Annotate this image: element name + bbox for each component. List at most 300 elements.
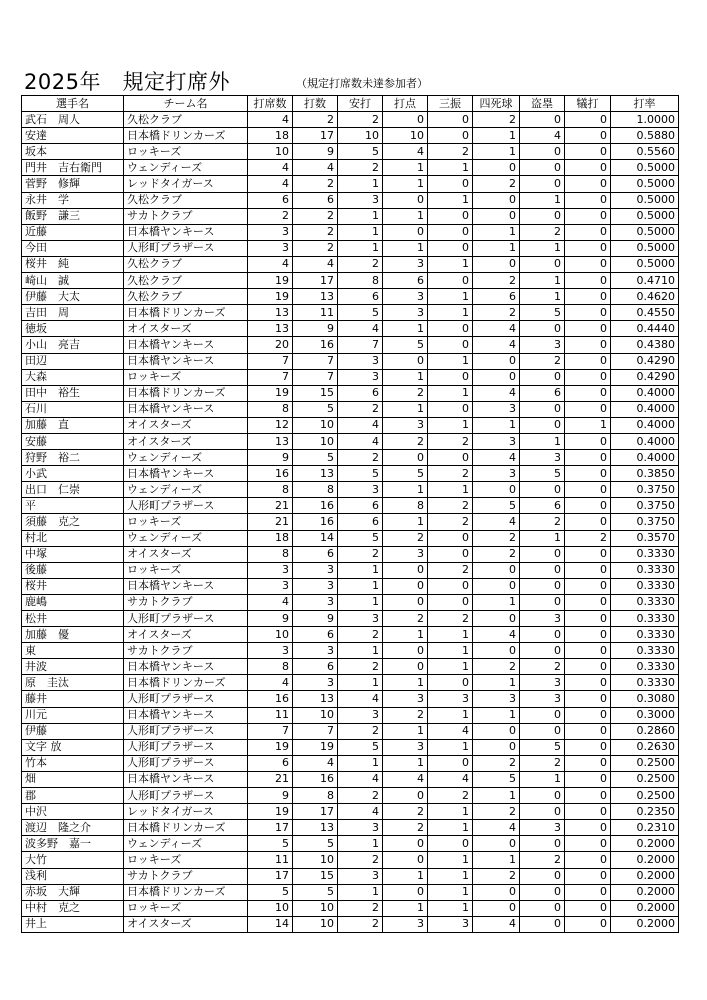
stat-cell: 2: [248, 208, 293, 224]
team-name-cell: サカトクラブ: [124, 594, 248, 610]
stat-cell: 6: [520, 385, 565, 401]
table-row: [22, 771, 679, 787]
player-name-cell: 東: [22, 643, 124, 659]
stat-cell: 0.2000: [611, 852, 679, 868]
team-name-cell: レッドタイガース: [124, 176, 248, 192]
column-header: 打率: [611, 96, 679, 112]
table-header-row: [22, 96, 679, 112]
stat-cell: 1: [428, 289, 473, 305]
team-name-cell: ロッキーズ: [124, 562, 248, 578]
table-row: [22, 305, 679, 321]
stat-cell: 0: [520, 578, 565, 594]
stat-cell: 0: [565, 240, 611, 256]
stat-cell: 0: [565, 192, 611, 208]
stat-cell: 5: [293, 884, 338, 900]
stat-cell: 5: [473, 498, 520, 514]
stat-cell: 19: [248, 273, 293, 289]
table-row: [22, 514, 679, 530]
stat-cell: 8: [293, 788, 338, 804]
player-name-cell: 加藤 直: [22, 417, 124, 433]
stat-cell: 0: [565, 884, 611, 900]
stat-cell: 5: [293, 450, 338, 466]
stat-cell: 9: [293, 144, 338, 160]
team-name-cell: ウェンディーズ: [124, 482, 248, 498]
player-name-cell: 今田: [22, 240, 124, 256]
player-name-cell: 川元: [22, 707, 124, 723]
column-header: 四死球: [473, 96, 520, 112]
stat-cell: 0: [473, 160, 520, 176]
stat-cell: 0: [565, 353, 611, 369]
table-row: [22, 562, 679, 578]
stat-cell: 0: [473, 192, 520, 208]
stat-cell: 0: [565, 643, 611, 659]
team-name-cell: 人形町プラザース: [124, 498, 248, 514]
stat-cell: 0: [383, 852, 428, 868]
player-name-cell: 小武: [22, 466, 124, 482]
stat-cell: 0.3330: [611, 562, 679, 578]
stat-cell: 3: [293, 562, 338, 578]
stat-cell: 1: [473, 417, 520, 433]
stat-cell: 2: [383, 530, 428, 546]
stat-cell: 5: [338, 305, 383, 321]
stat-cell: 0: [473, 562, 520, 578]
stat-cell: 8: [383, 498, 428, 514]
stat-cell: 0.2000: [611, 884, 679, 900]
team-name-cell: 日本橋ヤンキース: [124, 707, 248, 723]
stat-cell: 2: [338, 627, 383, 643]
stat-cell: 15: [293, 868, 338, 884]
stat-cell: 7: [248, 723, 293, 739]
stat-cell: 4: [383, 771, 428, 787]
stat-cell: 4: [473, 337, 520, 353]
table-row: [22, 723, 679, 739]
stat-cell: 14: [293, 530, 338, 546]
stat-cell: 2: [383, 385, 428, 401]
stat-cell: 3: [520, 691, 565, 707]
stat-cell: 12: [248, 417, 293, 433]
stat-cell: 0: [520, 112, 565, 128]
stat-cell: 4: [338, 771, 383, 787]
stat-cell: 0.4000: [611, 401, 679, 417]
stat-cell: 6: [293, 627, 338, 643]
stat-cell: 0.3570: [611, 530, 679, 546]
stat-cell: 0: [428, 176, 473, 192]
stat-cell: 7: [293, 369, 338, 385]
stat-cell: 1: [473, 594, 520, 610]
stat-cell: 2: [383, 433, 428, 449]
stat-cell: 0: [565, 514, 611, 530]
player-name-cell: 畑: [22, 771, 124, 787]
table-row: [22, 417, 679, 433]
player-name-cell: 大森: [22, 369, 124, 385]
stat-cell: 0: [565, 450, 611, 466]
stat-cell: 1: [428, 659, 473, 675]
stat-cell: 13: [248, 305, 293, 321]
stat-cell: 0.3330: [611, 627, 679, 643]
team-name-cell: 日本橋ヤンキース: [124, 659, 248, 675]
stat-cell: 7: [293, 723, 338, 739]
team-name-cell: 日本橋ヤンキース: [124, 224, 248, 240]
stat-cell: 0: [565, 498, 611, 514]
stat-cell: 0.3000: [611, 707, 679, 723]
stat-cell: 2: [428, 144, 473, 160]
team-name-cell: オイスターズ: [124, 916, 248, 932]
player-name-cell: 中沢: [22, 804, 124, 820]
column-header: チーム名: [124, 96, 248, 112]
stat-cell: 3: [383, 546, 428, 562]
stat-cell: 0: [428, 208, 473, 224]
stat-cell: 1: [338, 240, 383, 256]
stat-cell: 0.3330: [611, 578, 679, 594]
stat-cell: 2: [338, 112, 383, 128]
stat-cell: 3: [428, 691, 473, 707]
stat-cell: 1: [338, 643, 383, 659]
stat-cell: 0: [383, 562, 428, 578]
table-row: [22, 321, 679, 337]
stat-cell: 1: [520, 771, 565, 787]
stat-cell: 1: [520, 530, 565, 546]
stat-cell: 2: [473, 305, 520, 321]
stat-cell: 0: [520, 417, 565, 433]
stat-cell: 1: [338, 578, 383, 594]
stat-cell: 1: [383, 369, 428, 385]
stat-cell: 0: [520, 176, 565, 192]
table-row: [22, 675, 679, 691]
stat-cell: 0.2000: [611, 836, 679, 852]
stat-cell: 1: [473, 675, 520, 691]
stat-cell: 4: [248, 594, 293, 610]
stat-cell: 0: [520, 482, 565, 498]
stat-cell: 1: [338, 884, 383, 900]
team-name-cell: 人形町プラザース: [124, 788, 248, 804]
stat-cell: 1: [383, 627, 428, 643]
stat-cell: 4: [428, 723, 473, 739]
stat-cell: 0: [473, 369, 520, 385]
stat-cell: 0: [565, 160, 611, 176]
stat-cell: 0.3330: [611, 611, 679, 627]
stat-cell: 0.2500: [611, 771, 679, 787]
stat-cell: 2: [338, 659, 383, 675]
table-row: [22, 916, 679, 932]
player-name-cell: 門井 吉右衛門: [22, 160, 124, 176]
table-row: [22, 208, 679, 224]
player-name-cell: 徳坂: [22, 321, 124, 337]
stat-cell: 0: [565, 836, 611, 852]
stat-cell: 6: [383, 273, 428, 289]
stat-cell: 0: [383, 659, 428, 675]
stat-cell: 0.5000: [611, 240, 679, 256]
stat-cell: 3: [338, 369, 383, 385]
column-header: 打席数: [248, 96, 293, 112]
column-header: 打数: [293, 96, 338, 112]
stat-cell: 0: [383, 884, 428, 900]
stat-cell: 4: [338, 417, 383, 433]
stat-cell: 0.4710: [611, 273, 679, 289]
stat-cell: 0: [520, 900, 565, 916]
stat-cell: 0: [565, 562, 611, 578]
table-row: [22, 691, 679, 707]
stat-cell: 0: [428, 321, 473, 337]
stat-cell: 3: [383, 305, 428, 321]
stat-cell: 1: [338, 836, 383, 852]
stat-cell: 0: [520, 546, 565, 562]
stat-cell: 3: [338, 820, 383, 836]
stat-cell: 20: [248, 337, 293, 353]
stat-cell: 0: [473, 884, 520, 900]
stat-cell: 1: [383, 321, 428, 337]
stat-cell: 3: [473, 691, 520, 707]
stat-cell: 6: [293, 659, 338, 675]
team-name-cell: ウェンディーズ: [124, 450, 248, 466]
column-header: 犠打: [565, 96, 611, 112]
stat-cell: 16: [248, 466, 293, 482]
player-name-cell: 後藤: [22, 562, 124, 578]
stat-cell: 0: [383, 594, 428, 610]
player-name-cell: 加藤 優: [22, 627, 124, 643]
stat-cell: 0: [428, 337, 473, 353]
stat-cell: 0: [565, 707, 611, 723]
stat-cell: 11: [248, 852, 293, 868]
stat-cell: 5: [248, 836, 293, 852]
stat-cell: 0: [383, 224, 428, 240]
stat-cell: 4: [293, 256, 338, 272]
stat-cell: 0: [428, 240, 473, 256]
stat-cell: 0: [520, 256, 565, 272]
team-name-cell: 人形町プラザース: [124, 611, 248, 627]
stat-cell: 0: [520, 836, 565, 852]
stat-cell: 0.4000: [611, 450, 679, 466]
stat-cell: 1: [338, 208, 383, 224]
stat-cell: 0: [565, 739, 611, 755]
stat-cell: 0: [473, 482, 520, 498]
stat-cell: 0: [565, 176, 611, 192]
player-name-cell: 武石 周人: [22, 112, 124, 128]
player-name-cell: 桜井 純: [22, 256, 124, 272]
stat-cell: 2: [293, 208, 338, 224]
stat-cell: 0: [520, 788, 565, 804]
stat-cell: 1: [383, 755, 428, 771]
table-row: [22, 144, 679, 160]
stat-cell: 0: [565, 546, 611, 562]
table-row: [22, 401, 679, 417]
table-row: [22, 546, 679, 562]
stat-cell: 1: [338, 675, 383, 691]
stat-cell: 2: [383, 804, 428, 820]
stat-cell: 4: [473, 627, 520, 643]
stat-cell: 5: [338, 466, 383, 482]
stat-cell: 0: [565, 208, 611, 224]
player-name-cell: 中村 克之: [22, 900, 124, 916]
stat-cell: 1: [428, 852, 473, 868]
stat-cell: 2: [473, 659, 520, 675]
stat-cell: 1: [428, 353, 473, 369]
stat-cell: 0: [565, 611, 611, 627]
stat-cell: 0: [565, 627, 611, 643]
stat-cell: 0: [565, 401, 611, 417]
stat-cell: 16: [293, 337, 338, 353]
stat-cell: 0: [473, 643, 520, 659]
stat-cell: 2: [428, 498, 473, 514]
stat-cell: 2: [293, 224, 338, 240]
stat-cell: 2: [293, 240, 338, 256]
stat-cell: 0.5000: [611, 160, 679, 176]
stat-cell: 0: [565, 289, 611, 305]
table-row: [22, 224, 679, 240]
stat-cell: 0: [428, 401, 473, 417]
team-name-cell: サカトクラブ: [124, 643, 248, 659]
stat-cell: 0: [520, 723, 565, 739]
player-name-cell: 竹本: [22, 755, 124, 771]
batting-stats-table: [21, 95, 679, 933]
stat-cell: 0.2500: [611, 788, 679, 804]
team-name-cell: 日本橋ドリンカーズ: [124, 305, 248, 321]
stat-cell: 4: [473, 321, 520, 337]
stat-cell: 0.4440: [611, 321, 679, 337]
team-name-cell: サカトクラブ: [124, 208, 248, 224]
stat-cell: 4: [293, 755, 338, 771]
stat-cell: 4: [338, 691, 383, 707]
stat-cell: 0.3750: [611, 482, 679, 498]
stat-cell: 3: [338, 707, 383, 723]
player-name-cell: 田辺: [22, 353, 124, 369]
stat-cell: 0: [428, 530, 473, 546]
table-row: [22, 160, 679, 176]
stat-cell: 19: [248, 739, 293, 755]
table-row: [22, 128, 679, 144]
stat-cell: 2: [473, 868, 520, 884]
stat-cell: 4: [248, 112, 293, 128]
stat-cell: 0: [520, 627, 565, 643]
stat-cell: 2: [428, 562, 473, 578]
stat-cell: 1: [338, 594, 383, 610]
stat-cell: 17: [248, 868, 293, 884]
table-row: [22, 337, 679, 353]
stat-cell: 1: [383, 482, 428, 498]
stat-cell: 2: [428, 514, 473, 530]
stat-cell: 0: [565, 466, 611, 482]
stat-cell: 0: [428, 369, 473, 385]
table-row: [22, 466, 679, 482]
stat-cell: 1: [383, 401, 428, 417]
team-name-cell: 日本橋ヤンキース: [124, 771, 248, 787]
stat-cell: 0.4380: [611, 337, 679, 353]
team-name-cell: ロッキーズ: [124, 144, 248, 160]
stat-cell: 2: [293, 176, 338, 192]
stat-cell: 0: [565, 369, 611, 385]
stat-cell: 2: [338, 546, 383, 562]
player-name-cell: 村北: [22, 530, 124, 546]
stat-cell: 0: [383, 788, 428, 804]
stat-cell: 0: [565, 144, 611, 160]
team-name-cell: 日本橋ドリンカーズ: [124, 675, 248, 691]
stat-cell: 0: [520, 868, 565, 884]
stat-cell: 3: [520, 337, 565, 353]
player-name-cell: 井上: [22, 916, 124, 932]
table-row: [22, 353, 679, 369]
stat-cell: 0.3330: [611, 675, 679, 691]
stat-cell: 0.5880: [611, 128, 679, 144]
stat-cell: 0: [428, 594, 473, 610]
stat-cell: 2: [473, 530, 520, 546]
stat-cell: 1: [520, 192, 565, 208]
stat-cell: 6: [473, 289, 520, 305]
stat-cell: 1: [428, 820, 473, 836]
stat-cell: 0: [520, 884, 565, 900]
stat-cell: 19: [248, 804, 293, 820]
stat-cell: 0: [520, 804, 565, 820]
stat-cell: 0: [565, 256, 611, 272]
stat-cell: 0.3080: [611, 691, 679, 707]
stat-cell: 4: [248, 675, 293, 691]
stat-cell: 1: [383, 900, 428, 916]
team-name-cell: 人形町プラザース: [124, 755, 248, 771]
stat-cell: 0.2630: [611, 739, 679, 755]
stat-cell: 3: [338, 482, 383, 498]
stat-cell: 0: [428, 755, 473, 771]
stat-cell: 3: [293, 578, 338, 594]
stat-cell: 3: [520, 675, 565, 691]
table-row: [22, 273, 679, 289]
stat-cell: 0.5000: [611, 208, 679, 224]
stat-cell: 1: [428, 643, 473, 659]
player-name-cell: 伊藤: [22, 723, 124, 739]
stat-cell: 0.2860: [611, 723, 679, 739]
stat-cell: 3: [248, 240, 293, 256]
stat-cell: 3: [248, 578, 293, 594]
stat-cell: 2: [338, 852, 383, 868]
stat-cell: 0: [565, 868, 611, 884]
stat-cell: 0: [520, 707, 565, 723]
player-name-cell: 原 圭汰: [22, 675, 124, 691]
team-name-cell: レッドタイガース: [124, 804, 248, 820]
team-name-cell: 久松クラブ: [124, 273, 248, 289]
stat-cell: 6: [248, 755, 293, 771]
stat-cell: 4: [473, 514, 520, 530]
team-name-cell: 日本橋ヤンキース: [124, 337, 248, 353]
player-name-cell: 吉田 周: [22, 305, 124, 321]
stat-cell: 0: [428, 546, 473, 562]
stat-cell: 8: [248, 659, 293, 675]
stat-cell: 19: [248, 385, 293, 401]
table-row: [22, 594, 679, 610]
stat-cell: 0: [565, 594, 611, 610]
team-name-cell: オイスターズ: [124, 433, 248, 449]
stat-cell: 2: [383, 820, 428, 836]
stat-cell: 3: [338, 868, 383, 884]
stat-cell: 2: [520, 514, 565, 530]
stat-cell: 0: [565, 128, 611, 144]
stat-cell: 4: [473, 450, 520, 466]
stat-cell: 0: [473, 256, 520, 272]
stat-cell: 10: [248, 144, 293, 160]
stat-cell: 0: [565, 675, 611, 691]
stat-cell: 0.3330: [611, 659, 679, 675]
stat-cell: 14: [248, 916, 293, 932]
stat-cell: 0: [520, 401, 565, 417]
table-row: [22, 643, 679, 659]
stat-cell: 0: [473, 836, 520, 852]
stat-cell: 0.4000: [611, 385, 679, 401]
stat-cell: 3: [338, 353, 383, 369]
stat-cell: 0: [520, 643, 565, 659]
team-name-cell: 久松クラブ: [124, 289, 248, 305]
player-name-cell: 坂本: [22, 144, 124, 160]
stat-cell: 1: [428, 627, 473, 643]
stat-cell: 2: [338, 160, 383, 176]
stat-cell: 0: [565, 433, 611, 449]
stat-cell: 0: [565, 804, 611, 820]
stat-cell: 2: [520, 353, 565, 369]
